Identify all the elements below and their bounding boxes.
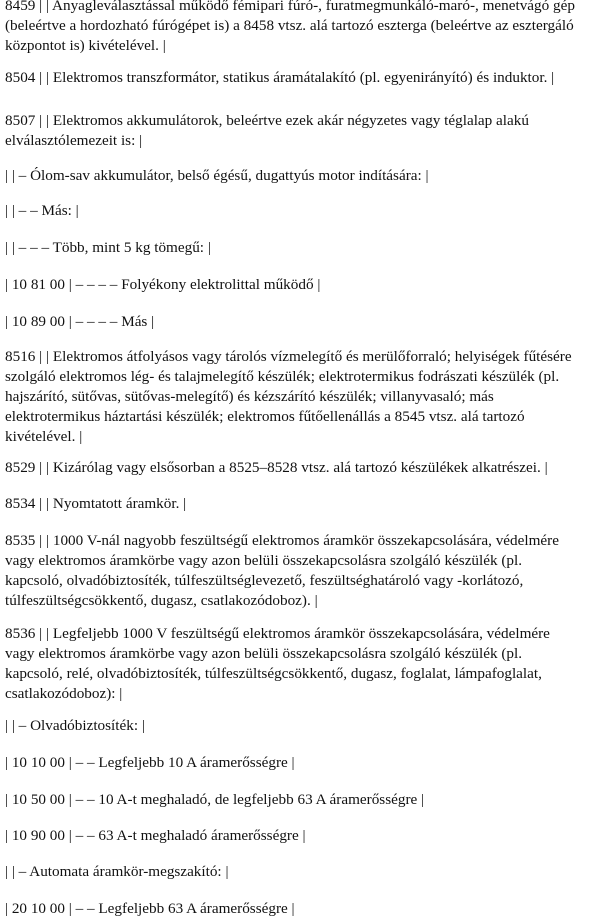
paragraph-108900 (5, 312, 597, 332)
text-line: központot is) kivételével. | (5, 37, 166, 54)
paragraph-olom-sav (5, 166, 597, 186)
paragraph-8459 (5, 0, 597, 56)
text-line: elválasztólemezeit is: | (5, 132, 143, 149)
text-line: | 10 90 00 | – – 63 A-t meghaladó áramerősségre | (5, 827, 306, 844)
text-line: | | – – – Több, mint 5 kg tömegű: | (5, 239, 211, 256)
text-line: (beleértve a hordozható fúrógépet is) a 8458 vtsz. alá tartozó eszterga (beleértve az esztergáló (5, 17, 574, 34)
paragraph-8535 (5, 531, 597, 611)
text-line: elektrotermikus háztartási készülék; elektromos fűtőellenállás a 8545 vtsz. alá tartozó (5, 408, 525, 425)
text-line: | 10 50 00 | – – 10 A-t meghaladó, de legfeljebb 63 A áramerősségre | (5, 791, 425, 808)
text-line: | | – Ólom-sav akkumulátor, belső égésű, dugattyús motor indítására: | (5, 167, 429, 184)
paragraph-105000 (5, 790, 597, 810)
text-line: 8507 | | Elektromos akkumulátorok, beleértve ezek akár négyzetes vagy téglalap alakú (5, 112, 529, 129)
text-line: kivételével. | (5, 428, 83, 445)
paragraph-automata (5, 862, 597, 882)
paragraph-8534 (5, 494, 597, 514)
paragraph-108100 (5, 275, 597, 295)
text-line: | 10 10 00 | – – Legfeljebb 10 A áramerősségre | (5, 754, 295, 771)
text-line: csatlakozódoboz): | (5, 685, 123, 702)
paragraph-8507 (5, 111, 597, 151)
paragraph-101000 (5, 753, 597, 773)
text-line: szolgáló elektromos lég- és talajmelegítő készülék; elektrotermikus fodrászati készülék (pl. (5, 368, 560, 385)
text-line: túlfeszültségcsökkentő, dugasz, csatlakozódoboz). | (5, 592, 318, 609)
text-line: 8516 | | Elektromos átfolyásos vagy tárolós vízmelegítő és merülőforraló; helyiségek fűtésére (5, 348, 572, 365)
paragraph-tobb-5kg (5, 238, 597, 258)
paragraph-mas (5, 201, 597, 221)
text-line: | 10 81 00 | – – – – Folyékony elektrolittal működő | (5, 276, 321, 293)
text-line: 8459 | | Anyagleválasztással működő fémipari fúró-, furatmegmunkáló-maró-, menetvágó gép (5, 0, 575, 14)
paragraph-olvadobiztositek (5, 716, 597, 736)
text-line: kapcsoló, relé, olvadóbiztosíték, túlfeszültségcsökkentő, dugasz, foglalat, lámpafoglalat, (5, 665, 542, 682)
text-line: vagy elektromos áramkörbe vagy azon belüli összekapcsolásra szolgáló készülék (pl. (5, 645, 523, 662)
text-line: | 20 10 00 | – – Legfeljebb 63 A áramerősségre | (5, 900, 295, 917)
text-line: | | – Olvadóbiztosíték: | (5, 717, 145, 734)
text-line: | | – – Más: | (5, 202, 79, 219)
text-line: 8536 | | Legfeljebb 1000 V feszültségű elektromos áramkör összekapcsolására, védelmére (5, 625, 550, 642)
text-line: vagy elektromos áramkörbe vagy azon belüli összekapcsolásra szolgáló készülék (pl. (5, 552, 523, 569)
paragraph-8529 (5, 458, 597, 478)
paragraph-109000 (5, 826, 597, 846)
text-line: 8534 | | Nyomtatott áramkör. | (5, 495, 187, 512)
text-line: 8529 | | Kizárólag vagy elsősorban a 8525–8528 vtsz. alá tartozó készülékek alkatrészei. | (5, 459, 548, 476)
text-line: kapcsoló, olvadóbiztosíték, túlfeszültséglevezető, feszültséghatároló vagy -korlátozó, (5, 572, 524, 589)
text-line: hajszárító, sütővas, sütővas-melegítő) és kézszárító készülék; villanyvasaló; más (5, 388, 494, 405)
paragraph-8536 (5, 624, 597, 704)
text-line: 8535 | | 1000 V-nál nagyobb feszültségű elektromos áramkör összekapcsolására, védelmére (5, 532, 559, 549)
paragraph-8516 (5, 347, 597, 447)
paragraph-201000 (5, 899, 597, 919)
text-line: 8504 | | Elektromos transzformátor, statikus áramátalakító (pl. egyenirányító) és induktor. | (5, 69, 555, 86)
text-line: | | – Automata áramkör-megszakító: | (5, 863, 229, 880)
paragraph-8504 (5, 68, 597, 88)
text-line: | 10 89 00 | – – – – Más | (5, 313, 155, 330)
